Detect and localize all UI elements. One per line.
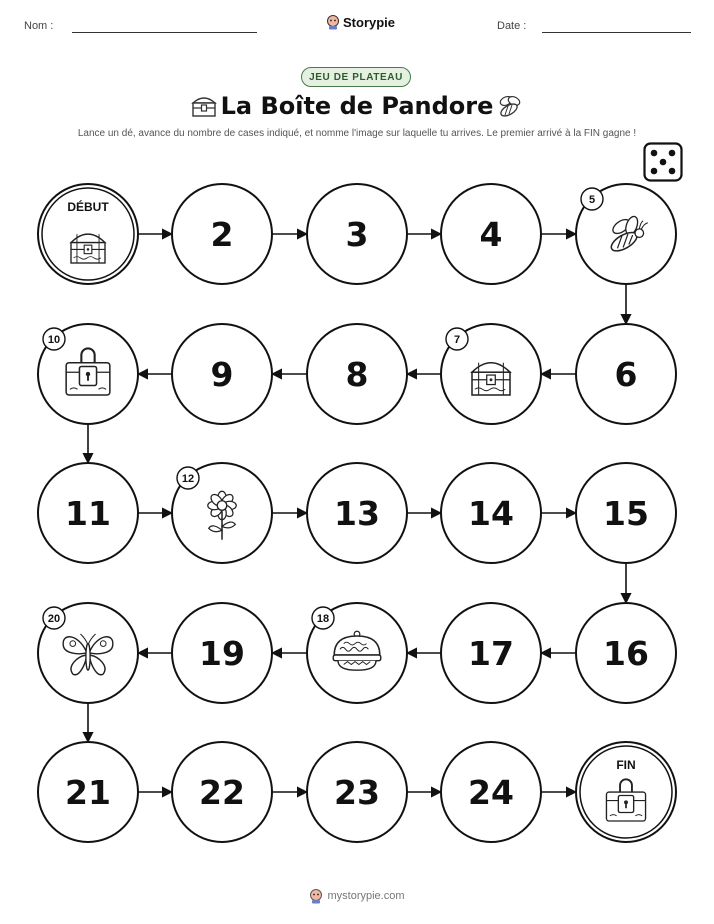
space-number: 6 [614, 355, 638, 394]
instructions: Lance un dé, avance du nombre de cases indiqué, et nomme l'image sur laquelle tu arrives. Le premier arrivé à la FIN gagne ! [77, 128, 637, 139]
space-number: 13 [334, 494, 380, 533]
space-number-badge: 10 [47, 334, 61, 346]
space-number: 2 [210, 215, 234, 254]
board-space-17 [441, 603, 541, 703]
board-space-16 [576, 603, 676, 703]
space-number: 3 [345, 215, 369, 254]
board-space-18 [307, 603, 407, 703]
board-space-9 [172, 324, 272, 424]
space-number: 24 [468, 773, 514, 812]
treasure-chest-icon [71, 234, 105, 263]
space-number: 22 [199, 773, 245, 812]
board-space-23 [307, 742, 407, 842]
brand-name: Storypie [343, 14, 396, 30]
board-space-7 [441, 324, 541, 424]
start-label: DÉBUT [67, 200, 109, 214]
board-space-11 [38, 463, 138, 563]
treasure-chest-icon [472, 363, 510, 395]
space-number: 14 [468, 494, 514, 533]
space-number: 17 [468, 634, 514, 673]
board-space-5 [576, 184, 676, 284]
board-space-21 [38, 742, 138, 842]
board-space-8 [307, 324, 407, 424]
board-space-3 [307, 184, 407, 284]
category-badge: JEU DE PLATEAU [301, 67, 411, 87]
board-space-2 [172, 184, 272, 284]
date-label: Date : [497, 20, 527, 32]
name-label: Nom : [24, 20, 54, 32]
board-space-20 [38, 603, 138, 703]
space-number-badge: 18 [316, 613, 330, 625]
space-number: 9 [210, 355, 234, 394]
board-space-25 [576, 742, 676, 842]
board-space-14 [441, 463, 541, 563]
board-space-6 [576, 324, 676, 424]
board-space-22 [172, 742, 272, 842]
end-label: FIN [616, 758, 636, 772]
space-number: 15 [603, 494, 649, 533]
board-space-24 [441, 742, 541, 842]
board-space-13 [307, 463, 407, 563]
space-number: 19 [199, 634, 245, 673]
space-number: 4 [479, 215, 503, 254]
footer [0, 888, 714, 904]
board-space-10 [38, 324, 138, 424]
board-space-1 [38, 184, 138, 284]
space-number: 21 [65, 773, 111, 812]
storypie-mascot-icon [309, 888, 323, 904]
space-number: 23 [334, 773, 380, 812]
board-space-15 [576, 463, 676, 563]
space-number: 16 [603, 634, 649, 673]
board-space-12 [172, 463, 272, 563]
space-number: 11 [65, 494, 111, 533]
space-number-badge: 7 [453, 334, 461, 346]
space-number-badge: 12 [181, 473, 195, 485]
space-number-badge: 20 [47, 613, 61, 625]
footer-site: mystorypie.com [327, 890, 405, 902]
space-number-badge: 5 [588, 194, 596, 206]
page-title: La Boîte de Pandore [220, 92, 494, 120]
board-space-19 [172, 603, 272, 703]
board-space-4 [441, 184, 541, 284]
space-number: 8 [345, 355, 369, 394]
